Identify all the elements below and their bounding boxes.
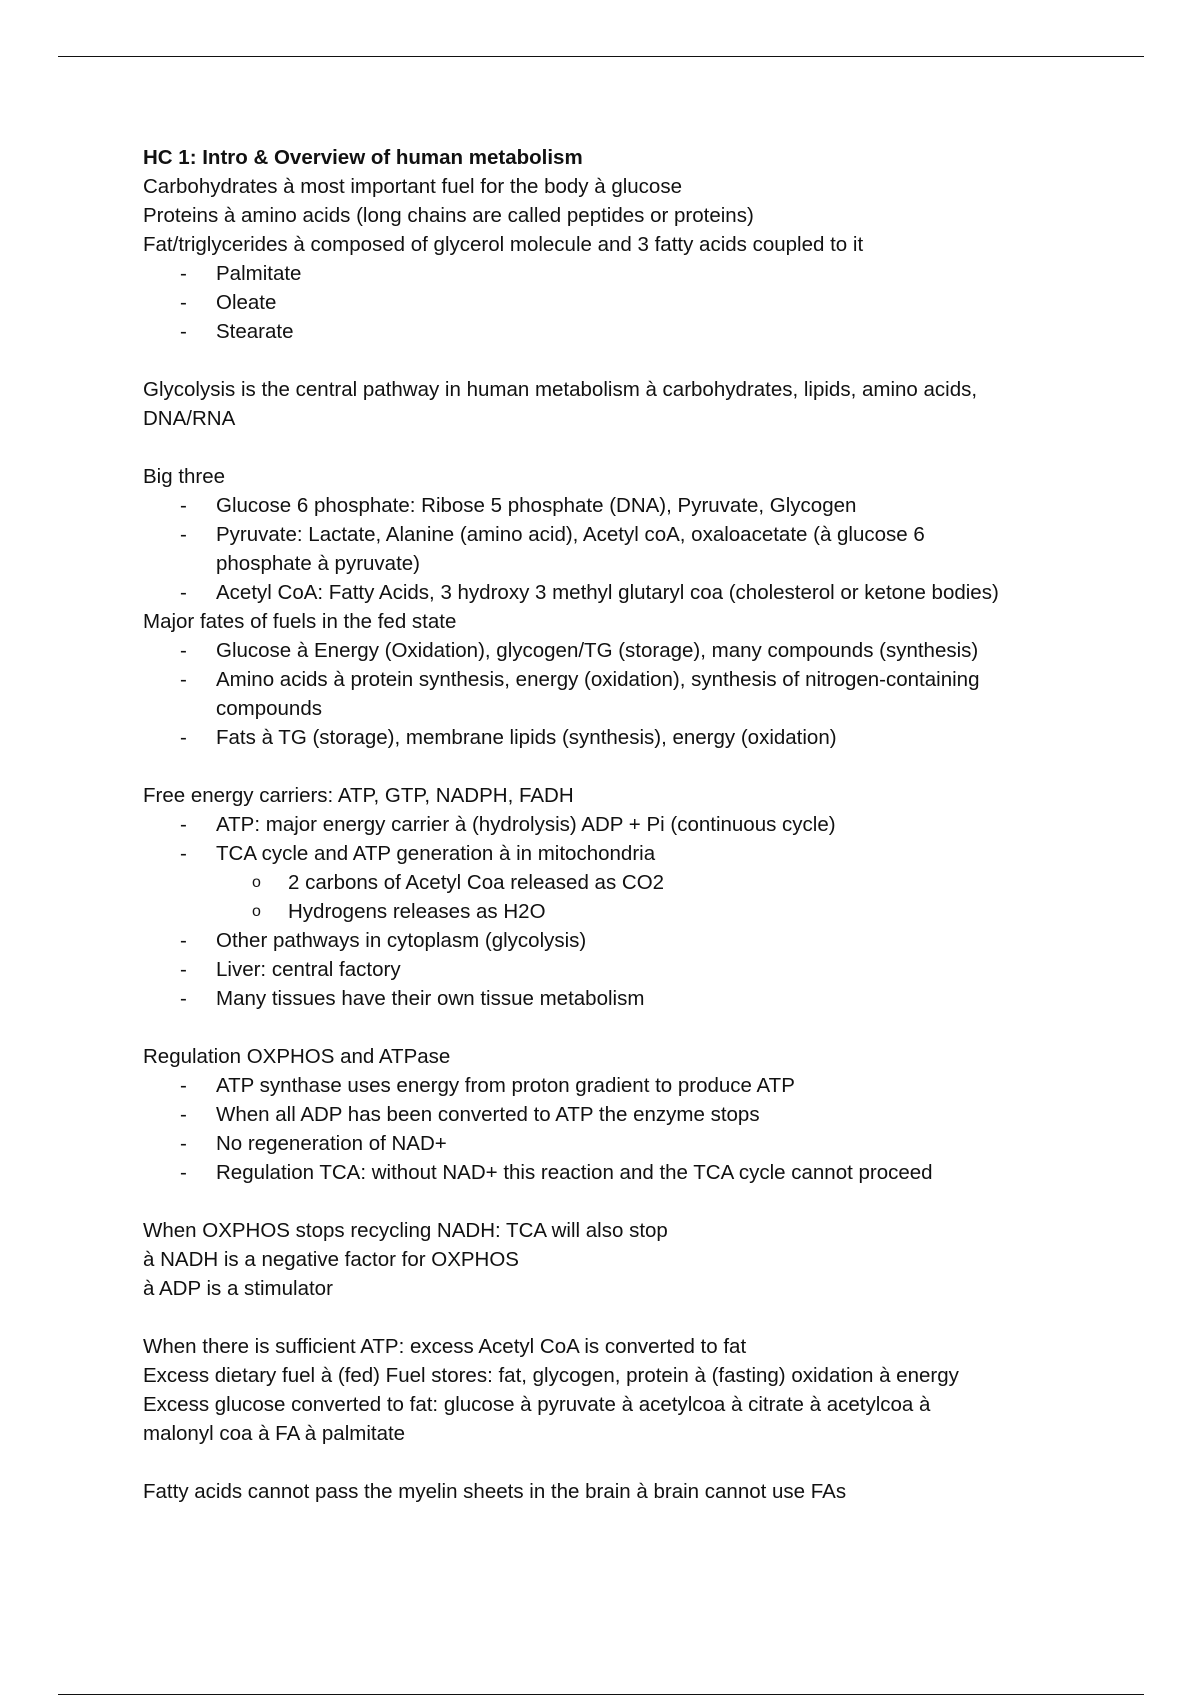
sub-list-item: o Hydrogens releases as H2O xyxy=(143,897,1083,926)
circle-bullet: o xyxy=(252,903,261,920)
list-item: - Stearate xyxy=(143,317,1083,346)
dash-bullet: - xyxy=(180,1132,187,1155)
page-title: HC 1: Intro & Overview of human metabolism xyxy=(143,146,583,169)
list-item: - Glucose à Energy (Oxidation), glycogen/TG (storage), many compounds (synthesis) xyxy=(143,636,1083,665)
list-item: - When all ADP has been converted to ATP the enzyme stops xyxy=(143,1100,1083,1129)
paragraph-line: Glycolysis is the central pathway in human metabolism à carbohydrates, lipids, amino acids, xyxy=(143,378,978,401)
intro-line: Fat/triglycerides à composed of glycerol molecule and 3 fatty acids coupled to it xyxy=(143,233,864,256)
paragraph-line: When OXPHOS stops recycling NADH: TCA will also stop xyxy=(143,1219,668,1242)
list-item: - Many tissues have their own tissue metabolism xyxy=(143,984,1083,1013)
list-item: - TCA cycle and ATP generation à in mitochondria xyxy=(143,839,1083,868)
list-item: - ATP synthase uses energy from proton gradient to produce ATP xyxy=(143,1071,1083,1100)
dash-bullet: - xyxy=(180,1103,187,1126)
dash-bullet: - xyxy=(180,291,187,314)
intro-line: Proteins à amino acids (long chains are called peptides or proteins) xyxy=(143,204,754,227)
dash-bullet: - xyxy=(180,523,187,546)
paragraph-line: à ADP is a stimulator xyxy=(143,1277,333,1300)
list-item: - ATP: major energy carrier à (hydrolysis) ADP + Pi (continuous cycle) xyxy=(143,810,1083,839)
dash-bullet: - xyxy=(180,639,187,662)
list-item: - Pyruvate: Lactate, Alanine (amino acid), Acetyl coA, oxaloacetate (à glucose 6 xyxy=(143,520,1083,549)
dash-bullet: - xyxy=(180,1074,187,1097)
dash-bullet: - xyxy=(180,842,187,865)
list-item: - Glucose 6 phosphate: Ribose 5 phosphate (DNA), Pyruvate, Glycogen xyxy=(143,491,1083,520)
circle-bullet: o xyxy=(252,874,261,891)
list-item: - Regulation TCA: without NAD+ this reaction and the TCA cycle cannot proceed xyxy=(143,1158,1083,1187)
paragraph-line: malonyl coa à FA à palmitate xyxy=(143,1422,406,1445)
paragraph-line: Fatty acids cannot pass the myelin sheets in the brain à brain cannot use FAs xyxy=(143,1480,847,1503)
dash-bullet: - xyxy=(180,668,187,691)
list-item: - Other pathways in cytoplasm (glycolysis) xyxy=(143,926,1083,955)
list-item-continuation: phosphate à pyruvate) xyxy=(216,552,420,575)
section-heading: Major fates of fuels in the fed state xyxy=(143,610,457,633)
footer-rule xyxy=(58,1694,1144,1695)
list-item: - Amino acids à protein synthesis, energy (oxidation), synthesis of nitrogen-containing xyxy=(143,665,1083,694)
dash-bullet: - xyxy=(180,813,187,836)
dash-bullet: - xyxy=(180,320,187,343)
document-body xyxy=(143,143,1083,1506)
sub-list-item: o 2 carbons of Acetyl Coa released as CO2 xyxy=(143,868,1083,897)
paragraph-line: Excess dietary fuel à (fed) Fuel stores: fat, glycogen, protein à (fasting) oxidation à energy xyxy=(143,1364,959,1387)
list-item: - Oleate xyxy=(143,288,1083,317)
paragraph-line: When there is sufficient ATP: excess Acetyl CoA is converted to fat xyxy=(143,1335,747,1358)
list-item: - No regeneration of NAD+ xyxy=(143,1129,1083,1158)
list-item: - Acetyl CoA: Fatty Acids, 3 hydroxy 3 methyl glutaryl coa (cholesterol or ketone bodies) xyxy=(143,578,1083,607)
dash-bullet: - xyxy=(180,262,187,285)
dash-bullet: - xyxy=(180,1161,187,1184)
header-rule xyxy=(58,56,1144,57)
list-item: - Liver: central factory xyxy=(143,955,1083,984)
dash-bullet: - xyxy=(180,581,187,604)
dash-bullet: - xyxy=(180,987,187,1010)
paragraph-line: DNA/RNA xyxy=(143,407,236,430)
intro-line: Carbohydrates à most important fuel for the body à glucose xyxy=(143,175,682,198)
list-item: - Fats à TG (storage), membrane lipids (synthesis), energy (oxidation) xyxy=(143,723,1083,752)
dash-bullet: - xyxy=(180,726,187,749)
section-heading: Regulation OXPHOS and ATPase xyxy=(143,1045,451,1068)
dash-bullet: - xyxy=(180,494,187,517)
dash-bullet: - xyxy=(180,958,187,981)
dash-bullet: - xyxy=(180,929,187,952)
section-heading: Free energy carriers: ATP, GTP, NADPH, FADH xyxy=(143,784,574,807)
list-item: - Palmitate xyxy=(143,259,1083,288)
paragraph-line: à NADH is a negative factor for OXPHOS xyxy=(143,1248,519,1271)
list-item-continuation: compounds xyxy=(216,697,322,720)
paragraph-line: Excess glucose converted to fat: glucose à pyruvate à acetylcoa à citrate à acetylcoa à xyxy=(143,1393,931,1416)
section-heading: Big three xyxy=(143,465,226,488)
